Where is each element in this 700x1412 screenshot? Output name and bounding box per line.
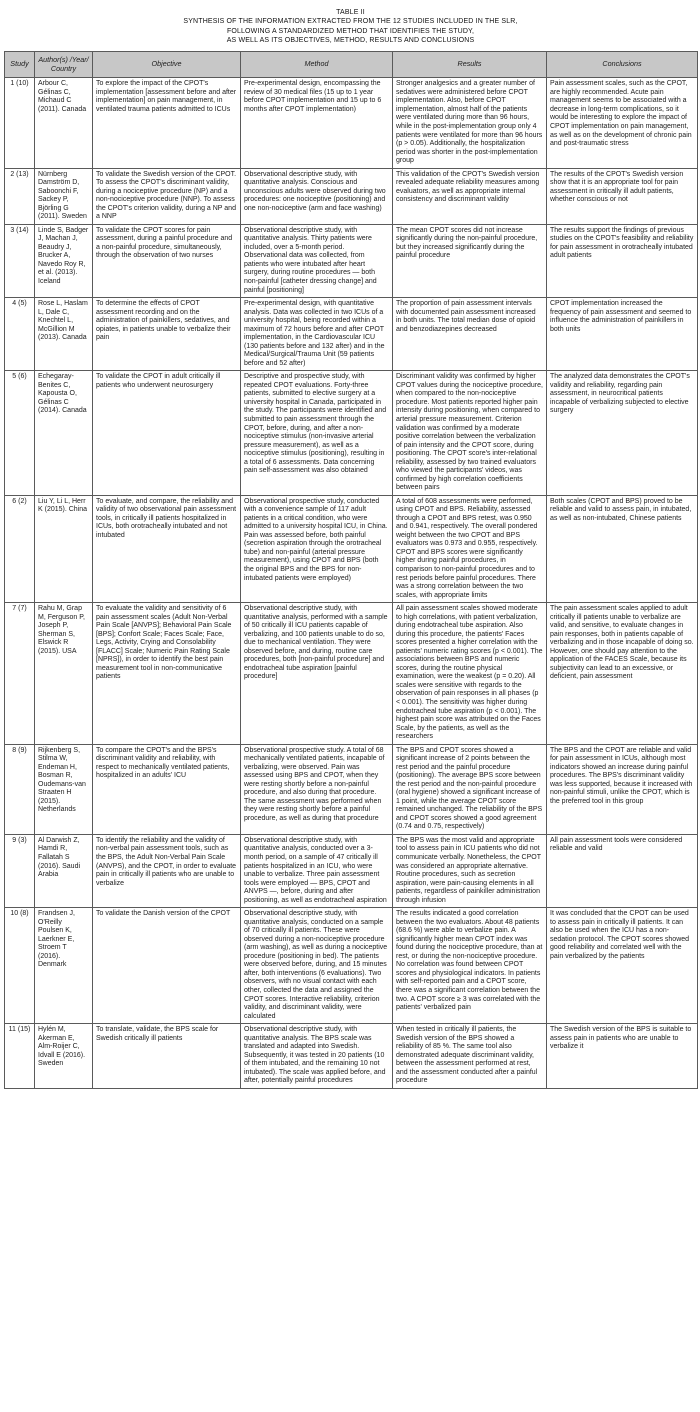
table-row: [5, 298, 698, 371]
study-number-cell: 4 (5): [5, 298, 35, 371]
conclusions-cell: It was concluded that the CPOT can be used to assess pain in critically ill patients. It can also be used when the ICU has a non-sedation protocol. The CPOT scores showed good reliability and correlated well with the pain verbalized by the patients: [547, 908, 698, 1024]
study-number-cell: 8 (9): [5, 744, 35, 834]
author-year-country-cell: Al Darwish Z, Hamdi R, Fallatah S (2016). Saudi Arabia: [35, 834, 93, 907]
table-row: [5, 744, 698, 834]
method-cell: Descriptive and prospective study, with repeated CPOT evaluations. Forty-three patients, submitted to elective surgery at a university hospital in Canada, participated in the study. The participants were identified and submitted to pain assessment through the CPOT, before, during, and after a non-nociceptive stimulus (non-invasive arterial pressure measurement), as well as a nociceptive stimulus (positioning), resulting in a total of 6 assessments. Data concerning pain self-assessment was also obtained: [241, 371, 393, 495]
study-number-cell: 6 (2): [5, 495, 35, 602]
study-number-cell: 10 (8): [5, 908, 35, 1024]
results-cell: Stronger analgesics and a greater number of sedatives were administered before CPOT implementation. Also, before CPOT implementation, almost half of the patients were ventilated during more than 96 hours, while in the post-implementation group only 4 patients were ventilated for more than 96 hours (p > 0.05). Additionally, the hospitalization period was shorter in the post-implementation group: [393, 78, 547, 168]
table-row: [5, 224, 698, 297]
author-year-country-cell: Liu Y, Li L, Herr K (2015). China: [35, 495, 93, 602]
col-header-author-year-country: Author(s) /Year/ Country: [35, 51, 93, 78]
results-cell: The proportion of pain assessment intervals with documented pain assessment increased in both units. The total median dose of opioid and benzodiazepines decreased: [393, 298, 547, 371]
results-cell: The mean CPOT scores did not increase significantly during the non-painful procedure, but they increased significantly during the painful procedure: [393, 224, 547, 297]
conclusions-cell: The analyzed data demonstrates the CPOT's validity and reliability, regarding pain assessment, in neurocritical patients incapable of verbalizing subjected to elective surgery: [547, 371, 698, 495]
table-row: [5, 603, 698, 745]
conclusions-cell: The Swedish version of the BPS is suitable to assess pain in patients who are unable to verbalize it: [547, 1024, 698, 1089]
objective-cell: To validate the Swedish version of the CPOT. To assess the CPOT's discriminant validity, during a nociceptive procedure (NP) and a non-nociceptive procedure (NNP). To assess the CPOT's criterion validity, during a NP and a NNP: [93, 168, 241, 224]
author-year-country-cell: Nürnberg Damström D, Saboonchi F, Sackey P, Björling G (2011). Sweden: [35, 168, 93, 224]
table-row: [5, 371, 698, 495]
objective-cell: To explore the impact of the CPOT's implementation [assessment before and after implementation] on pain management, in ventilated trauma patients admitted to ICUs: [93, 78, 241, 168]
col-header-results: Results: [393, 51, 547, 78]
results-cell: The results indicated a good correlation between the two evaluators. About 48 patients (68.6 %) were able to verbalize pain. A significantly higher mean CPOT index was found during the nociceptive procedure, than at rest, or during the non-nociceptive procedure. No correlation was found between CPOT scores and physiological indicators. In patients with self-reported pain and a CPOT score, there was a significant correlation between the two. A CPOT score ≥ 3 was correlated with the patients' verbalized pain: [393, 908, 547, 1024]
conclusions-cell: All pain assessment tools were considered reliable and valid: [547, 834, 698, 907]
table-row: [5, 1024, 698, 1089]
table-row: [5, 168, 698, 224]
objective-cell: To translate, validate, the BPS scale for Swedish critically ill patients: [93, 1024, 241, 1089]
objective-cell: To evaluate, and compare, the reliability and validity of two observational pain assessment tools, in critically ill patients hospitalized in ICUs, both orotracheally intubated and not intubated: [93, 495, 241, 602]
method-cell: Observational descriptive study, with quantitative analysis. Thirty patients were included, over a 5-month period. Observational data was collected, from patients who were intubated after heart surgery, during routine procedures — both non-painful [catheter dressing change] and painful [positioning]: [241, 224, 393, 297]
study-number-cell: 1 (10): [5, 78, 35, 168]
results-cell: When tested in critically ill patients, the Swedish version of the BPS showed a reliability of 85 %. The same tool also demonstrated adequate discriminant validity, between the assessment performed at rest, and the assessment conducted after a painful procedure: [393, 1024, 547, 1089]
method-cell: Pre-experimental design, encompassing the review of 30 medical files (15 up to 1 year before CPOT implementation and 15 up to 6 months after CPOT implementation): [241, 78, 393, 168]
method-cell: Observational descriptive study, with quantitative analysis, conducted on a sample of 70 critically ill patients. These were observed during a non-nociceptive procedure (arm washing), as well as during a nociceptive procedure (positioning in bed). The patients were observed before, during, and 15 minutes after, both interventions (6 evaluations). Two observers, with no visual contact with each other, collected the data and assigned the CPOT scores. Interactive reliability, criterion validity, and discriminant validity, were calculated: [241, 908, 393, 1024]
col-header-conclusions: Conclusions: [547, 51, 698, 78]
method-cell: Observational descriptive study, with quantitative analysis, conducted over a 3-month period, on a sample of 47 critically ill patients hospitalized in an ICU, who were unable to verbalize. Three pain assessment tools were employed — BPS, CPOT and ANVPS —, before, during and after positioning, as well as endotracheal aspiration: [241, 834, 393, 907]
results-cell: Discriminant validity was confirmed by higher CPOT values during the nociceptive procedure, when compared to the non-nociceptive procedure. Most patients reported higher pain intensity during positioning, when compared to arterial pressure measurement. Criterion validation was confirmed by a moderate positive correlation between the verbalization of pain intensity and the CPOT score, during positioning. The CPOT score's inter-relational reliability, assessed by two trained evaluators who viewed the participants' videos, was confirmed by high correlation coefficients between pairs: [393, 371, 547, 495]
results-cell: The BPS was the most valid and appropriate tool to assess pain in ICU patients who did not communicate verbally. Nonetheless, the CPOT was considered an appropriate alternative. Routine procedures, such as secretion aspiration, were pain-causing elements in all patients, regardless of painkiller administration through infusion: [393, 834, 547, 907]
objective-cell: To determine the effects of CPOT assessment recording and on the administration of painkillers, sedatives, and opiates, in patients unable to verbalize their pain: [93, 298, 241, 371]
method-cell: Pre-experimental design, with quantitative analysis. Data was collected in two ICUs of a university hospital, being recorded within a maximum of 72 hours before and after CPOT implementation, in the Cardiovascular ICU (130 patients before and 132 after) and in the Medical/Surgical/Trauma Unit (59 patients before and 52 after): [241, 298, 393, 371]
study-number-cell: 11 (15): [5, 1024, 35, 1089]
study-number-cell: 2 (13): [5, 168, 35, 224]
col-header-objective: Objective: [93, 51, 241, 78]
conclusions-cell: CPOT implementation increased the frequency of pain assessment and seemed to influence the administration of painkillers in both units: [547, 298, 698, 371]
author-year-country-cell: Echegaray-Benites C, Kapousta O, Gélinas C (2014). Canada: [35, 371, 93, 495]
method-cell: Observational descriptive study, with quantitative analysis. Conscious and unconscious adults were observed during two procedures: one nociceptive (positioning) and one non-nociceptive (arm and face washing): [241, 168, 393, 224]
author-year-country-cell: Rijkenberg S, Stilma W, Endeman H, Bosman R, Oudemans-van Straaten H (2015). Netherlands: [35, 744, 93, 834]
results-cell: A total of 608 assessments were performed, using CPOT and BPS. Reliability, assessed through a CPOT and BPS retest, was 0.950 and 0.941, respectively. The overall pondered weight between the two CPOT and BPS evaluators was 0.973 and 0.955, respectively. CPOT and BPS scores were significantly higher during painful procedures, in comparison to non-painful procedures and to rest periods before painful procedures. There was a strong correlation between the two scales, with appropriate limits: [393, 495, 547, 602]
method-cell: Observational descriptive study, with quantitative analysis. The BPS scale was translated and adapted into Swedish. Subsequently, it was tested in 20 patients (10 of them intubated, and the remaining 10 not intubated). The scale was applied before, and after, potentially painful procedures: [241, 1024, 393, 1089]
table-row: [5, 908, 698, 1024]
objective-cell: To validate the Danish version of the CPOT: [93, 908, 241, 1024]
method-cell: Observational prospective study, conducted with a convenience sample of 117 adult patients in a critical condition, who were admitted to a university hospital ICU, in China. Pain was assessed before, both painful (secretion aspiration through the orotracheal tube) and non-painful (arterial pressure measurement), using CPOT and BPS (both the original BPS and the BPS for non-intubated patients were employed): [241, 495, 393, 602]
table-row: [5, 834, 698, 907]
conclusions-cell: The results of the CPOT's Swedish version show that it is an appropriate tool for pain assessment in critically ill adult patients, whether conscious or not: [547, 168, 698, 224]
study-number-cell: 9 (3): [5, 834, 35, 907]
table-row: [5, 78, 698, 168]
objective-cell: To validate the CPOT in adult critically ill patients who underwent neurosurgery: [93, 371, 241, 495]
conclusions-cell: The results support the findings of previous studies on the CPOT's feasibility and reliability for pain assessment in orotracheally intubated adult patients: [547, 224, 698, 297]
conclusions-cell: The pain assessment scales applied to adult critically ill patients unable to verbalize are valid, and sensitive, to evaluate changes in pain responses, both in patients capable of verbalizing and in those incapable of doing so. However, one should pay attention to the application of the FACES Scale, because its subjectivity can lead to an excessive, or deficient, pain assessment: [547, 603, 698, 745]
method-cell: Observational descriptive study, with quantitative analysis, performed with a sample of 50 critically ill ICU patients capable of verbalizing, and 100 patients unable to do so, due to mechanical ventilation. They were observed before, and during, routine care procedures, both [non-painful procedure] and endotracheal tube aspiration [painful procedure]: [241, 603, 393, 745]
results-cell: The BPS and CPOT scores showed a significant increase of 2 points between the rest period and the painful procedure (positioning). The average BPS score between the rest period and the non-painful procedure (oral hygiene) showed a significant increase of 1 point, while the average CPOT score remained unchanged. The reliability of the BPS and CPOT scores showed a good agreement (0.74 and 0.75, respectively): [393, 744, 547, 834]
author-year-country-cell: Frandsen J, O'Reilly Poulsen K, Laerkner E, Stroem T (2016). Denmark: [35, 908, 93, 1024]
author-year-country-cell: Arbour C, Gélinas C, Michaud C (2011). Canada: [35, 78, 93, 168]
table-caption-line-2: FOLLOWING A STANDARDIZED METHOD THAT IDENTIFIES THE STUDY,: [226, 27, 475, 35]
table-row: [5, 495, 698, 602]
study-number-cell: 5 (6): [5, 371, 35, 495]
objective-cell: To identify the reliability and the validity of non-verbal pain assessment tools, such as the BPS, the Adult Non-Verbal Pain Scale (ANVPS), and the CPOT, in order to evaluate pain in critically ill patients who are unable to verbalize: [93, 834, 241, 907]
table-number: TABLE II: [336, 9, 365, 16]
results-cell: All pain assessment scales showed moderate to high correlations, with patient verbalization, during endotracheal tube aspiration. Also during this procedure, the patients' Faces scores presented a higher correlation with the patients' numeric rating scores (p < 0.001). The associations between BPS and numeric scores, during the routine physical examination, were the weakest (p = 0.20). All scales were sensitive with regards to the observation of pain responses in all phases (p < 0.001). The sensitivity was higher during endotracheal tube aspiration (p < 0.001). The highest pain score was attributed on the Faces Scale, by the patients, as well as the researchers: [393, 603, 547, 745]
objective-cell: To evaluate the validity and sensitivity of 6 pain assessment scales (Adult Non-Verbal Pain Scale [ANVPS]; Behavioral Pain Scale [BPS]; Confort Scale; Faces Scale; Face, Legs, Activity, Crying and Consolability [FLACC] Scale; Numeric Pain Rating Scale [NPRS]), in order to identify the best pain measurement tool in non-communicative patients: [93, 603, 241, 745]
table-body: [5, 78, 698, 1089]
objective-cell: To compare the CPOT's and the BPS's discriminant validity and reliability, with respect to mechanically ventilated patients, hospitalized in an adults' ICU: [93, 744, 241, 834]
author-year-country-cell: Linde S, Badger J, Machan J, Beaudry J, Brucker A, Navedo Roy R, et al. (2013). Iceland: [35, 224, 93, 297]
col-header-study: Study: [5, 51, 35, 78]
results-cell: This validation of the CPOT's Swedish version revealed adequate reliability measures among evaluators, as well as appropriate internal consistency and discriminant validity: [393, 168, 547, 224]
studies-table: [4, 51, 698, 1089]
table-caption-line-1: SYNTHESIS OF THE INFORMATION EXTRACTED FROM THE 12 STUDIES INCLUDED IN THE SLR,: [183, 18, 518, 26]
col-header-method: Method: [241, 51, 393, 78]
author-year-country-cell: Hylén M, Akerman E, Alm-Roijer C, Idvall E (2016). Sweden: [35, 1024, 93, 1089]
method-cell: Observational prospective study. A total of 68 mechanically ventilated patients, incapable of verbalizing, were observed. Pain was assessed using BPS and CPOT, when they were resting shortly before a non-painful procedure, and also during that procedure. The same assessment was performed when they were resting shortly before a painful procedure, as well as during that procedure: [241, 744, 393, 834]
conclusions-cell: Both scales (CPOT and BPS) proved to be reliable and valid to assess pain, in intubated, as well as non-intubated, Chinese patients: [547, 495, 698, 602]
study-number-cell: 3 (14): [5, 224, 35, 297]
table-caption-line-3: AS WELL AS ITS OBJECTIVES, METHOD, RESULTS AND CONCLUSIONS: [226, 37, 475, 45]
conclusions-cell: The BPS and the CPOT are reliable and valid for pain assessment in ICUs, although most indicators showed an increase during painful procedures. The BPS's discriminant validity was less supported, because it increased with non-painful stimuli, unlike the CPOT, which is the preferred tool in this group: [547, 744, 698, 834]
study-number-cell: 7 (7): [5, 603, 35, 745]
conclusions-cell: Pain assessment scales, such as the CPOT, are highly recommended. Acute pain management seems to be associated with a decrease in long-term complications, so it would be interesting to explore the impact of CPOT implementation on pain management, as well as on the development of chronic pain and post-traumatic stress: [547, 78, 698, 168]
header-row: [5, 51, 698, 78]
objective-cell: To validate the CPOT scores for pain assessment, during a painful procedure and a non-painful procedure, simultaneously, through the observation of two nurses: [93, 224, 241, 297]
table-title: [4, 8, 697, 46]
author-year-country-cell: Rahu M, Grap M, Ferguson P, Joseph P, Sherman S, Elswick R (2015). USA: [35, 603, 93, 745]
author-year-country-cell: Rose L, Haslam L, Dale C, Knechtel L, McGillion M (2013). Canada: [35, 298, 93, 371]
